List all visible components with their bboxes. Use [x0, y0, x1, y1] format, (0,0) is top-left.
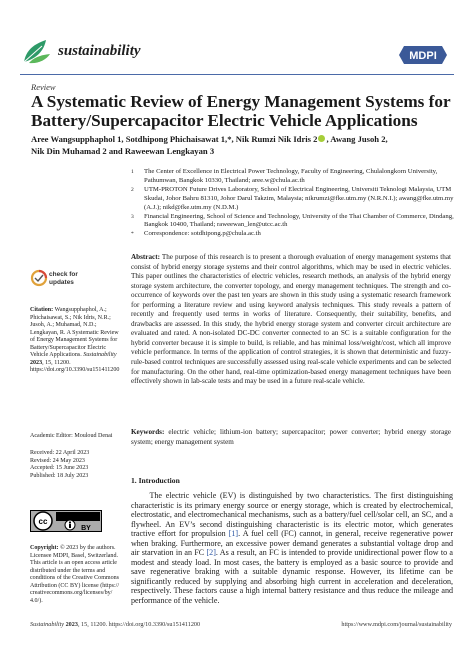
intro-text-b: . A fuel cell (FC) cannot, in general, receive regenerative power when braking. Furthermore, an excessive power demand generates a substantial voltage drop and air starvation in an FC	[131, 529, 454, 558]
citation-link[interactable]: [2]	[206, 548, 216, 558]
date-received: Received: 22 April 2023	[30, 450, 90, 456]
journal-name: sustainability	[58, 43, 141, 59]
footer-journal: Sustainability	[30, 621, 65, 628]
article-title: A Systematic Review of Energy Management Systems for Battery/Supercapacitor Electric Vehicle Applications	[31, 92, 451, 130]
copyright-notice	[30, 545, 122, 605]
affiliation-text: UTM-PROTON Future Drives Laboratory, School of Electrical Engineering, Universiti Teknologi Malaysia, UTM Skudai, Johor Bahru 81310, Johor Darul Takzim, Malaysia; nikrumzi@fke.utm.my (N.R.N.I.); awang@fke.utm.my (A.J.); nikd@fke.utm.my (N.D.M.)	[144, 185, 454, 211]
affiliation-item	[131, 186, 456, 213]
cc-logo-text: cc	[38, 517, 48, 526]
section-title-introduction: 1. Introduction	[131, 476, 180, 485]
footer-journal-url[interactable]: https://www.mdpi.com/journal/sustainability	[341, 621, 452, 628]
orcid-icon[interactable]	[318, 135, 325, 142]
citation-text: Wangsupphaphol, A.; Phichaisawat, S.; Nik Idris, N.R.; Jusoh, A.; Muhamad, N.D.; Lengkayan, R. A Systematic Review of Energy Management Systems for Battery/Supercapacitor Electric Vehicle Applications.	[30, 307, 119, 359]
footer-doi[interactable]: , 15, 11200. https://doi.org/10.3390/su151411200	[77, 621, 201, 628]
citation-year: 2023	[30, 359, 43, 366]
affiliation-text: Financial Engineering, School of Science and Technology, University of the Thai Chamber of Commerce, Dindang, Bangkok 10400, Thailand; raweewan_len@utcc.ac.th	[144, 212, 454, 229]
author-list	[31, 133, 451, 157]
footer-year: 2023	[65, 621, 78, 628]
mdpi-logo-text: MDPI	[409, 50, 437, 62]
abstract-text: The purpose of this research is to present a thorough evaluation of energy management systems that consist of hybrid energy storage systems and their control algorithms, which may be used in electric vehicles. This paper outlines the characteristics of electric vehicles, research methods, an analysis of the hybrid energy storage system architecture, the converter topology, and energy management techniques. The strength and co-occurrence of keywords over the past ten years are shown in this study using a systematic research framework for performing a literature review and using keyword analysis techniques. This study reveals a pattern of recently and frequently used terms in works of literature. Consequently, their suitability, benefits, and drawbacks are assessed. In this study, the hybrid energy storage system and converter circuit architecture are evaluated and rated. A non-isolated DC-DC converter connected to an SC is a suitable configuration for the hybrid converter because it is simple to build, is reliable, and has minimal loss/weight/cost, which all improve vehicle performance. In terms of the application of control strategies, it is shown that deterministic and fuzzy-rule-based control techniques are successfully assessed using real-scale vehicle experiments and can be selected for manufacturing. On the other hand, real-time optimization-based energy management techniques have been effectively shown in lab-scale tests and may be used in a future real-scale vehicle.	[131, 253, 451, 386]
journal-logo-icon	[20, 36, 54, 66]
intro-text-c: . As a result, an FC is intended to provide unidirectional power flow to a modest and steady load. In most cases, the battery is employed as a basic source to provide and save regenerative braking with a suitable dynamic response. However, its lifetime can be significantly reduced by supplying and absorbing high current in acceleration and deceleration, respectively. These factors cause a high internal battery resistance and thus reduce the mileage and performance of the vehicle.	[131, 548, 453, 606]
affiliation-mark: 2	[131, 186, 134, 193]
creative-commons-license-icon[interactable]	[30, 510, 102, 532]
affiliations	[131, 168, 456, 239]
academic-editor: Academic Editor: Mouloud Denai	[30, 433, 113, 439]
citation-volume-doi[interactable]: , 15, 11200. https://doi.org/10.3390/su151411200	[30, 359, 120, 374]
introduction-paragraph	[131, 491, 453, 606]
cc-by-text: BY	[81, 525, 91, 532]
mdpi-logo-icon[interactable]	[397, 44, 449, 66]
citation-journal: Sustainability	[83, 352, 117, 359]
authors-line-1: Aree Wangsupphaphol 1, Sotdhipong Phichaisawat 1,*, Nik Rumzi Nik Idris 2	[31, 134, 318, 144]
affiliation-text: Correspondence: sotdhipong.p@chula.ac.th	[144, 230, 261, 238]
footer-citation	[30, 621, 200, 628]
affiliation-mark: *	[131, 231, 134, 238]
correspondence	[131, 230, 456, 239]
intro-text-a: The electric vehicle (EV) is distinguished by two characteristics. The first distinguishing characteristic is its primary energy source or energy storage, which is created by electrochemical, electrostatic, and electromechanical mechanisms, such as a battery/fuel cell/solar cell, an SC, and a flywheel. An EV’s second distinguishing characteristic is its electric motor, which generates tractive effort for propulsion	[131, 491, 454, 539]
citation-label: Citation:	[30, 307, 54, 313]
keywords-text: electric vehicle; lithium-ion battery; supercapacitor; power converter; hybrid energy storage system; energy management system	[131, 428, 451, 446]
date-revised: Revised: 24 May 2023	[30, 457, 85, 464]
citation-box	[30, 307, 122, 375]
keywords-label: Keywords:	[131, 428, 165, 436]
affiliation-item	[131, 213, 456, 231]
citation-link[interactable]: [1]	[228, 529, 239, 539]
date-published: Published: 18 July 2023	[30, 472, 89, 479]
authors-line-1b: , Awang Jusoh 2,	[326, 134, 388, 144]
copyright-label: Copyright:	[30, 545, 59, 551]
check-for-updates-icon[interactable]	[30, 268, 78, 298]
affiliation-item	[131, 168, 456, 186]
copyright-text: © 2023 by the authors. Licensee MDPI, Basel, Switzerland. This article is an open access article distributed under the terms and conditions of the Creative Commons Attribution (CC BY) license (https:// creativecommons.org/licenses/by/ 4.0/).	[30, 545, 120, 604]
abstract-label: Abstract:	[131, 253, 160, 261]
date-accepted: Accepted: 15 June 2023	[30, 465, 89, 472]
affiliation-mark: 3	[131, 213, 134, 220]
affiliation-mark: 1	[131, 169, 134, 175]
publication-dates	[30, 450, 122, 480]
affiliation-text: The Center of Excellence in Electrical Power Technology, Faculty of Engineering, Chulalongkorn University, Pathumwan, Bangkok 10330, Thailand; aree.w@chula.ac.th	[144, 168, 438, 184]
header-rule	[20, 74, 454, 75]
article-type: Review	[31, 82, 56, 92]
check-updates-line1: check for	[49, 271, 78, 278]
abstract	[131, 253, 451, 387]
authors-line-2: Nik Din Muhamad 2 and Raweewan Lengkayan 3	[31, 146, 215, 156]
check-updates-line2: updates	[49, 279, 74, 286]
keywords	[131, 428, 451, 447]
